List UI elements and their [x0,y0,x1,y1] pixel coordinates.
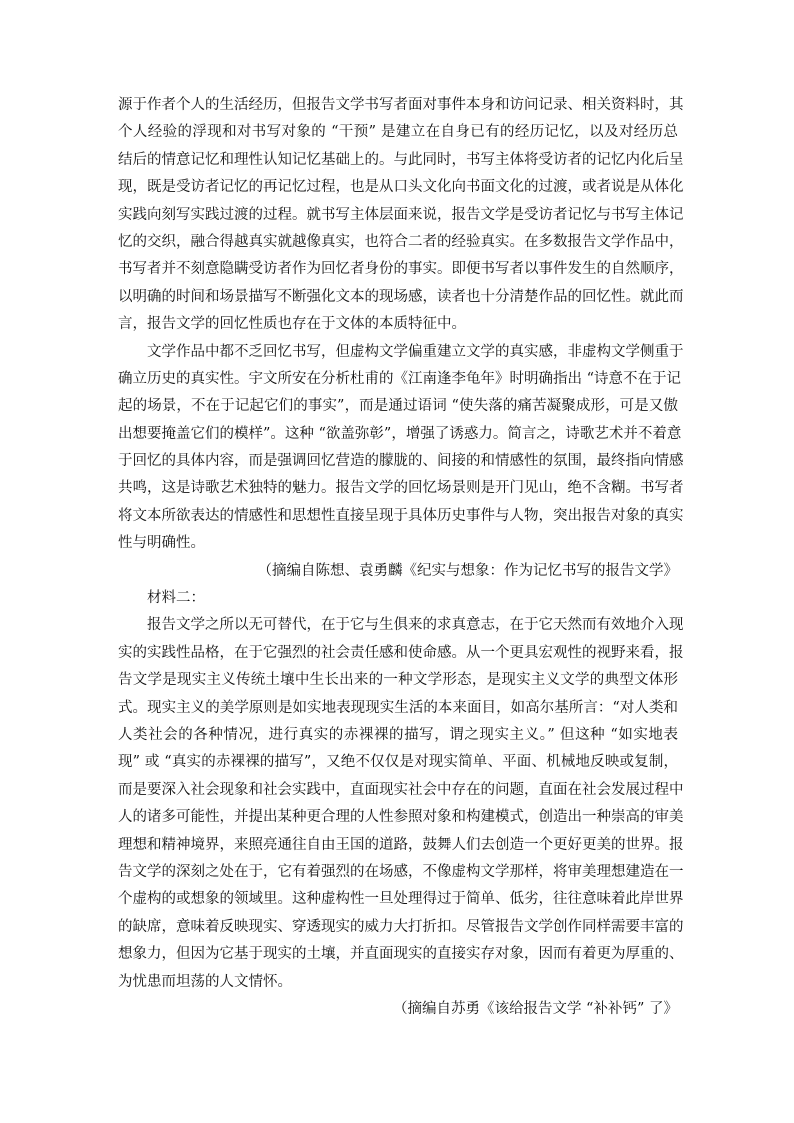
text-line: 实的实践性品格，在于它强烈的社会责任感和使命感。从一个更具宏观性的视野来看，报 [118,644,684,661]
text-line: 想象力，但因为它基于现实的土壤，并直面现实的直接实存对象，因而有着更为厚重的、 [118,946,684,963]
text-line: 而是要深入社会现象和社会实践中，直面现实社会中存在的问题，直面在社会发展过程中 [118,781,684,798]
text-line: 共鸣，这是诗歌艺术独特的魅力。报告文学的回忆场景则是开门见山，绝不含糊。书写者 [118,480,684,497]
text-line: 个人经验的浮现和对书写对象的 “干预” 是建立在自身已有的经历记忆，以及对经历总 [118,124,678,141]
material-2-label: 材料二： [147,590,205,607]
source-citation-1: （摘编自陈想、袁勇麟《纪实与想象：作为记忆书写的报告文学》 [257,562,678,579]
text-line: 式。现实主义的美学原则是如实地表现现实生活的本来面目，如高尔基所言：“对人类和 [118,699,678,716]
text-line: 起的场景，不在于记起它们的事实”，而是通过语词 “使失落的痛苦凝聚成形，可是又傲 [118,398,678,415]
text-line: 确立历史的真实性。宇文所安在分析杜甫的《江南逢李龟年》时明确指出 “诗意不在于记 [118,370,682,387]
paragraph-1 [118,92,684,339]
text-line: 现” 或 “真实的赤裸裸的描写”，又绝不仅仅是对现实简单、平面、机械地反映或复制， [118,754,678,771]
text-line: 于回忆的具体内容，而是强调回忆营造的朦胧的、间接的和情感性的氛围，最终指向情感 [118,453,684,470]
text-line: 理想和精神境界，来照亮通往自由王国的道路，鼓舞人们去创造一个更好更美的世界。报 [118,836,684,853]
text-line: 为忧患而坦荡的人文情怀。 [118,973,292,990]
text-line: 现，既是受访者记忆的再记忆过程，也是从口头文化向书面文化的过渡，或者说是从体化 [118,179,684,196]
paragraph-2 [118,339,684,558]
text-line: 告文学是现实主义传统土壤中生长出来的一种文学形态，是现实主义文学的典型文体形 [118,672,678,689]
text-line: 源于作者个人的生活经历，但报告文学书写者面对事件本身和访问记录、相关资料时，其 [118,97,684,113]
text-line: 言，报告文学的回忆性质也存在于文体的本质特征中。 [118,316,466,333]
text-line: 将文本所欲表达的情感性和思想性直接呈现于具体历史事件与人物，突出报告对象的真实 [118,507,684,524]
text-line: 出想要掩盖它们的模样”。这种 “欲盖弥彰”，增强了诱惑力。简言之，诗歌艺术并不着意 [118,425,682,442]
text-line: 报告文学之所以无可替代，在于它与生俱来的求真意志，在于它天然而有效地介入现 [147,617,684,634]
text-line: 的缺席，意味着反映现实、穿透现实的威力大打折扣。尽管报告文学创作同样需要丰富的 [118,918,684,935]
text-line: 书写者并不刻意隐瞒受访者作为回忆者身份的事实。即便书写者以事件发生的自然顺序， [118,261,684,278]
text-line: 忆的交织，融合得越真实就越像真实，也符合二者的经验真实。在多数报告文学作品中， [118,233,684,250]
text-line: 人的诸多可能性，并提出某种更合理的人性参照对象和构建模式，创造出一种崇高的审美 [118,809,684,826]
text-line: 实践向刻写实践过渡的过程。就书写主体层面来说，报告文学是受访者记忆与书写主体记 [118,206,684,223]
text-line: 个虚构的或想象的领域里。这种虚构性一旦处理得过于简单、低劣，往往意味着此岸世界 [118,891,684,908]
document-page [118,92,684,1023]
text-line: 告文学的深刻之处在于，它有着强烈的在场感，不像虚构文学那样，将审美理想建造在一 [118,863,684,880]
text-line: 文学作品中都不乏回忆书写，但虚构文学偏重建立文学的真实感，非虚构文学侧重于 [147,343,684,360]
text-line: 结后的情意记忆和理性认知记忆基础上的。与此同时，书写主体将受访者的记忆内化后呈 [118,151,684,168]
text-line: 人类社会的各种情况，进行真实的赤裸裸的描写，谓之现实主义。” 但这种 “如实地表 [118,726,678,743]
paragraph-3 [118,612,684,995]
source-citation-2: （摘编自苏勇《该给报告文学 “补补钙” 了》 [392,1000,678,1017]
text-line: 以明确的时间和场景描写不断强化文本的现场感，读者也十分清楚作品的回忆性。就此而 [118,288,684,305]
text-line: 性与明确性。 [118,535,205,552]
